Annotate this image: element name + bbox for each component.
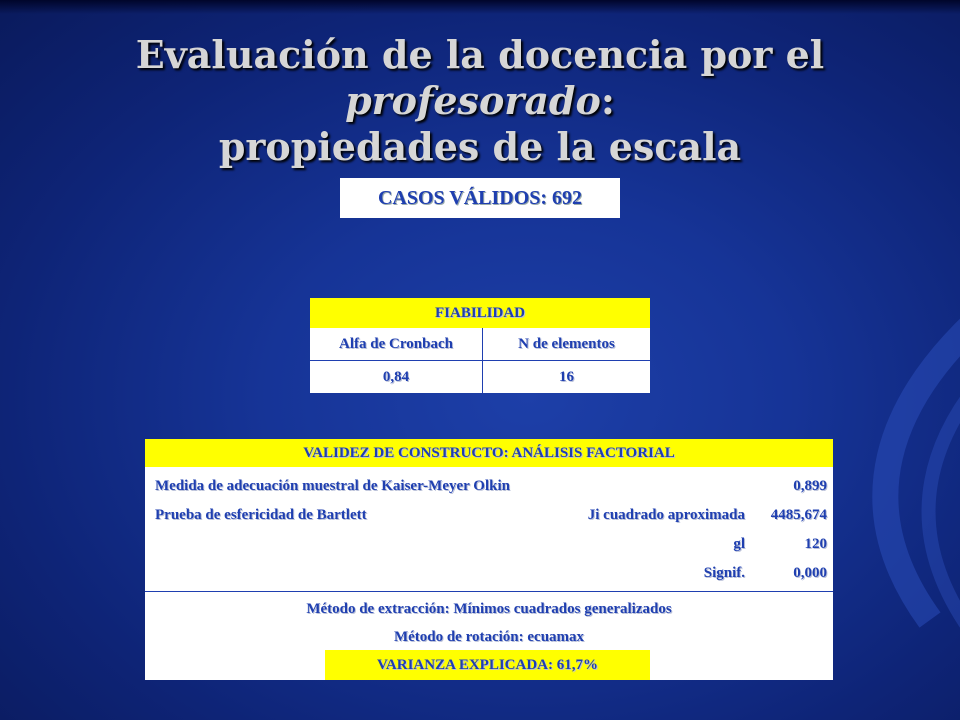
- top-band: [0, 0, 960, 14]
- gl-value: 120: [804, 536, 827, 552]
- n-elementos-header: N de elementos: [483, 328, 651, 361]
- fiabilidad-table: [310, 298, 650, 393]
- chi-cuadrado-value: 4485,674: [770, 507, 827, 523]
- kmo-label: Medida de adecuación muestral de Kaiser-Meyer Olkin: [155, 478, 510, 494]
- metodo-extraccion: Método de extracción: Mínimos cuadrados generalizados: [306, 601, 672, 617]
- chi-cuadrado-label: Ji cuadrado aproximada: [587, 507, 745, 523]
- fiabilidad-header: FIABILIDAD: [310, 298, 650, 328]
- kmo-row: [145, 472, 833, 501]
- fiabilidad-header-row: [310, 298, 650, 328]
- bartlett-row: [145, 501, 833, 530]
- title-line-2: propiedades de la escala: [218, 124, 742, 169]
- validez-divider: [145, 591, 833, 592]
- alfa-cronbach-value: 0,84: [310, 361, 483, 394]
- alfa-cronbach-header: Alfa de Cronbach: [310, 328, 483, 361]
- fiabilidad-value-row: [310, 361, 650, 394]
- signif-label: Signif.: [703, 565, 745, 581]
- n-elementos-value: 16: [483, 361, 651, 394]
- gl-label: gl: [733, 536, 745, 552]
- kmo-value: 0,899: [793, 478, 827, 494]
- title-line-1: Evaluación de la docencia por el profesorado:: [135, 32, 825, 123]
- signif-row: [145, 559, 833, 588]
- title-italic-word: profesorado: [345, 78, 601, 123]
- varianza-explicada-box: VARIANZA EXPLICADA: 61,7%: [325, 650, 650, 680]
- validez-header: VALIDEZ DE CONSTRUCTO: ANÁLISIS FACTORIAL: [145, 439, 833, 467]
- fiabilidad-column-row: [310, 328, 650, 361]
- casos-validos-box: [340, 178, 620, 218]
- slide-title: [0, 32, 960, 170]
- casos-validos-label: CASOS VÁLIDOS: 692: [377, 187, 583, 209]
- bartlett-label: Prueba de esfericidad de Bartlett: [155, 507, 367, 523]
- gl-row: [145, 530, 833, 559]
- validez-table: [145, 439, 833, 680]
- metodo-rotacion: Método de rotación: ecuamax: [393, 629, 585, 645]
- signif-value: 0,000: [793, 565, 827, 581]
